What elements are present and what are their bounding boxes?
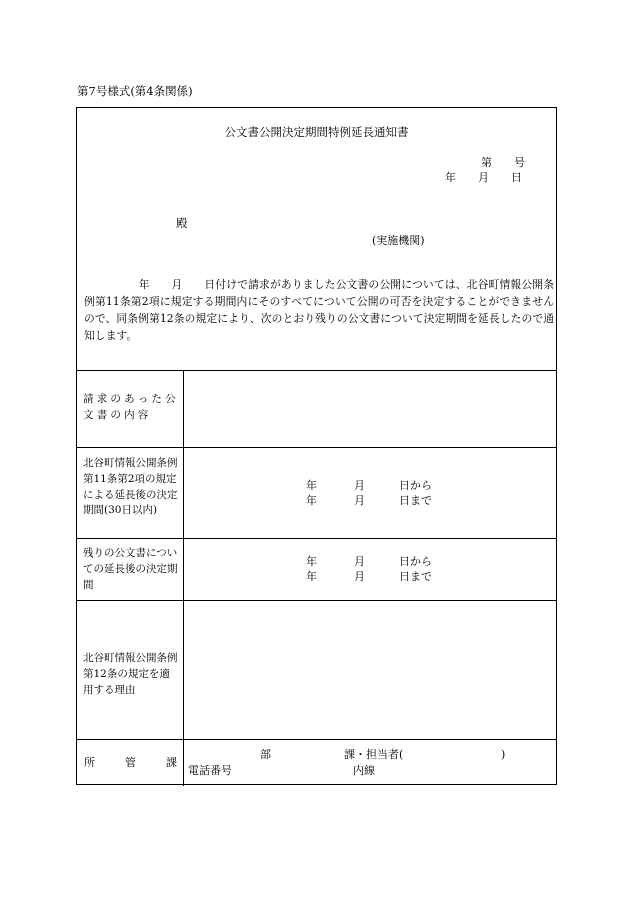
reason-label: 北谷町情報公開条例第12条の規定を適用する理由 [83,652,178,696]
extension-period-label: 北谷町情報公開条例第11条第2項の規定による延長後の決定期間(30日以内) [83,457,178,517]
divider [77,739,556,740]
period-to-year: 年 [306,494,317,507]
remaining-to-month: 月 [354,570,365,583]
section-label-char-3: 課 [166,756,177,769]
period-to-month: 月 [354,494,365,507]
notice-form [76,107,557,785]
remaining-to-day: 日まで [399,570,432,583]
remaining-period-label: 残りの公文書についての延長後の決定期間 [83,547,178,591]
form-title: 公文書公開決定期間特例延長通知書 [224,125,409,139]
period-from-year: 年 [306,479,317,492]
column-divider [183,370,184,786]
close-paren: ) [501,748,506,761]
divider [77,370,556,371]
doc-number: 第 号 [481,156,525,169]
divider [77,538,556,539]
remaining-from-month: 月 [354,555,365,568]
section-label-char-2: 管 [125,756,136,769]
addressee-suffix: 殿 [176,216,188,230]
remaining-from-day: 日から [399,555,432,568]
remaining-from-year: 年 [306,555,317,568]
remaining-to-year: 年 [306,570,317,583]
department-label: 部 [260,748,271,761]
request-content-label: 請求のあった公文書の内容 [83,393,179,421]
period-to-day: 日まで [399,494,432,507]
sender-label: (実施機関) [372,234,425,247]
period-from-month: 月 [354,479,365,492]
notice-body-text: 年 月 日付けで請求がありました公文書の公開については、北谷町情報公開条例第11条第2項に規定する期間内にそのすべてについて公開の可否を決定することができませんので、同条例第12条の規定により、次のとおり残りの公文書について決定期間を延長したので通知します。 [84,278,554,343]
section-staff-label: 課・担当者( [344,748,404,761]
extension-label: 内線 [353,764,375,777]
issue-date: 年 月 日 [445,171,522,184]
divider [77,600,556,601]
section-label-char-1: 所 [84,756,95,769]
phone-label: 電話番号 [188,764,232,777]
form-number: 第7号様式(第4条関係) [77,84,193,98]
period-from-day: 日から [399,479,432,492]
divider [77,447,556,448]
